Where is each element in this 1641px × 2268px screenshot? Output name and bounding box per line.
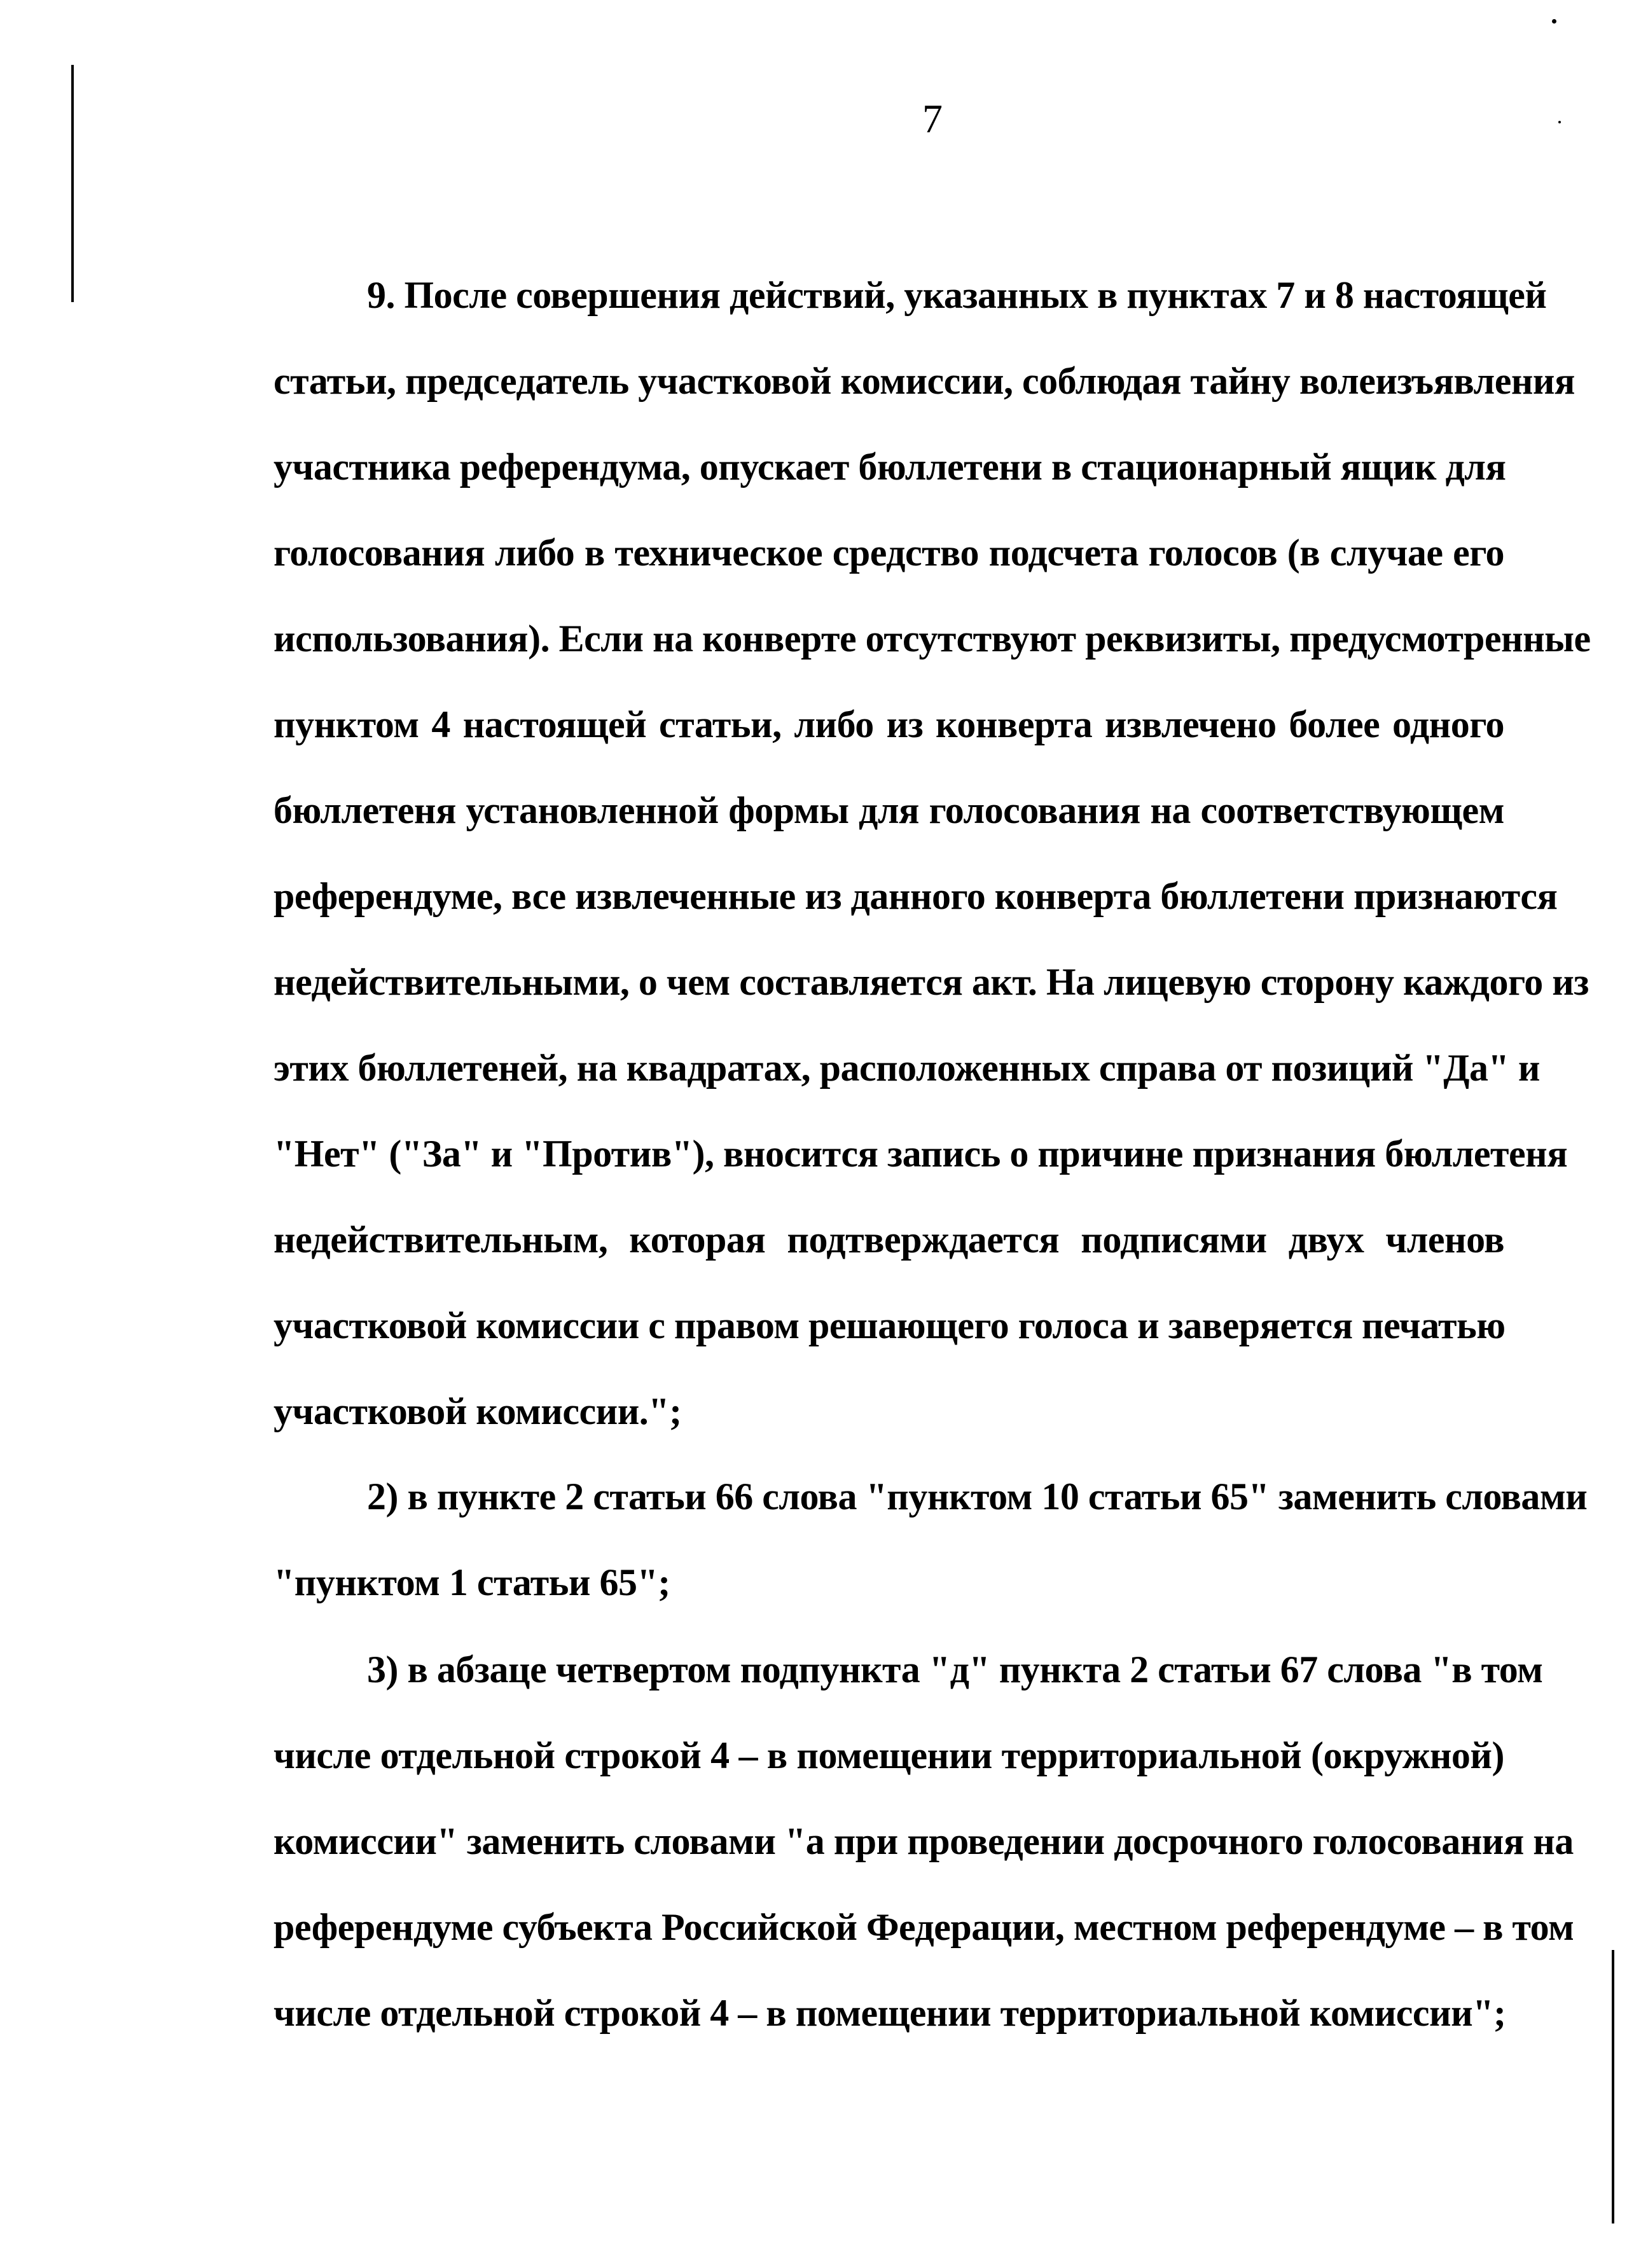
paragraph-1-line: бюллетеня установленной формы для голосования на соответствующем bbox=[274, 789, 1504, 831]
scan-edge-line-left bbox=[71, 65, 74, 302]
paragraph-1-line: "Нет" ("За" и "Против"), вносится запись о причине признания бюллетеня bbox=[274, 1133, 1568, 1175]
scan-speck bbox=[1558, 121, 1561, 123]
paragraph-1-line: голосования либо в техническое средство подсчета голосов (в случае его bbox=[274, 532, 1504, 574]
paragraph-3-line: референдуме субъекта Российской Федерации, местном референдуме – в том bbox=[274, 1906, 1574, 1948]
paragraph-1-line: этих бюллетеней, на квадратах, расположенных справа от позиций "Да" и bbox=[274, 1047, 1540, 1089]
scan-edge-line-right bbox=[1612, 1950, 1614, 2223]
paragraph-3-line: числе отдельной строкой 4 – в помещении территориальной комиссии"; bbox=[274, 1992, 1506, 2034]
paragraph-1-line: участника референдума, опускает бюллетени в стационарный ящик для bbox=[274, 446, 1506, 488]
paragraph-1-line: недействительными, о чем составляется акт. На лицевую сторону каждого из bbox=[274, 961, 1589, 1003]
paragraph-1-line: 9. После совершения действий, указанных в пунктах 7 и 8 настоящей bbox=[367, 274, 1547, 316]
page-number: 7 bbox=[922, 96, 943, 141]
paragraph-1-line: недействительным, которая подтверждается подписями двух членов bbox=[274, 1219, 1504, 1261]
paragraph-1-line: участковой комиссии с правом решающего голоса и заверяется печатью bbox=[274, 1304, 1506, 1346]
paragraph-1-line: использования). Если на конверте отсутствуют реквизиты, предусмотренные bbox=[274, 618, 1591, 660]
paragraph-3-line: числе отдельной строкой 4 – в помещении территориальной (окружной) bbox=[274, 1734, 1504, 1776]
paragraph-3-line: комиссии" заменить словами "а при проведении досрочного голосования на bbox=[274, 1820, 1574, 1862]
paragraph-3-line: 3) в абзаце четвертом подпункта "д" пункта 2 статьи 67 слова "в том bbox=[367, 1649, 1543, 1691]
paragraph-2-line: "пунктом 1 статьи 65"; bbox=[274, 1561, 670, 1603]
paragraph-2-line: 2) в пункте 2 статьи 66 слова "пунктом 10 статьи 65" заменить словами bbox=[367, 1476, 1588, 1518]
paragraph-1-line: статьи, председатель участковой комиссии, соблюдая тайну волеизъявления bbox=[274, 360, 1575, 402]
paragraph-1-line: референдуме, все извлеченные из данного конверта бюллетени признаются bbox=[274, 875, 1558, 917]
scan-speck bbox=[1552, 19, 1556, 24]
paragraph-1-line: участковой комиссии."; bbox=[274, 1390, 682, 1432]
paragraph-1-line: пунктом 4 настоящей статьи, либо из конверта извлечено более одного bbox=[274, 703, 1504, 745]
